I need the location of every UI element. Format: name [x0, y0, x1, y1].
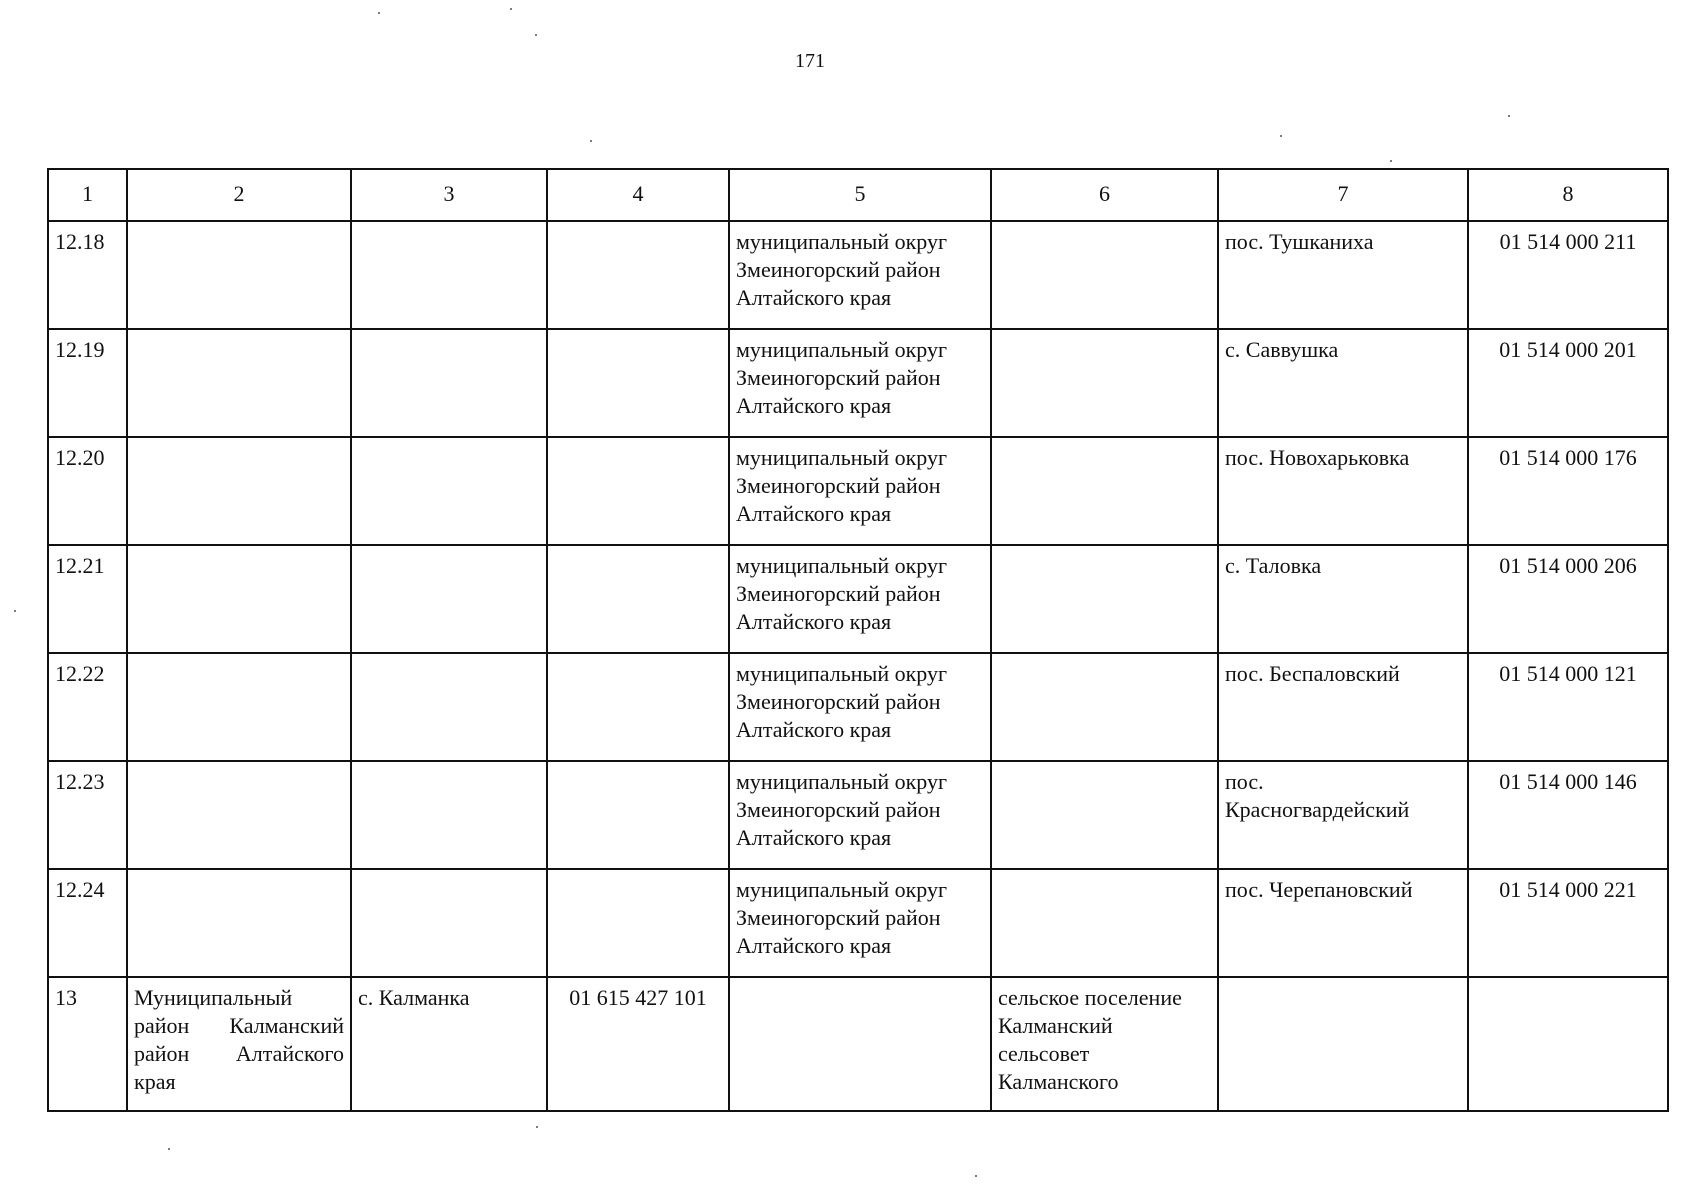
row-number: 12.23 — [48, 761, 127, 869]
row-number: 12.22 — [48, 653, 127, 761]
cell-center — [351, 761, 547, 869]
cell-settlement — [991, 329, 1218, 437]
cell-district: муниципальный округ Змеиногорский район Алтайского края — [729, 761, 991, 869]
cell-district: муниципальный округ Змеиногорский район Алтайского края — [729, 437, 991, 545]
cell-code: 01 514 000 121 — [1468, 653, 1668, 761]
cell-locality: пос. Черепановский — [1218, 869, 1468, 977]
scan-speck — [14, 610, 16, 612]
cell-center — [351, 545, 547, 653]
cell-oktmo — [547, 437, 729, 545]
scan-speck — [1390, 160, 1392, 162]
cell-oktmo — [547, 329, 729, 437]
cell-locality: с. Саввушка — [1218, 329, 1468, 437]
table-row — [48, 545, 1668, 653]
table-row — [48, 869, 1668, 977]
table-row — [48, 977, 1668, 1111]
row-number: 12.19 — [48, 329, 127, 437]
registry-table — [47, 168, 1669, 1112]
cell-center — [351, 653, 547, 761]
page-number: 171 — [795, 50, 825, 72]
cell-municipality: Муниципальный район Калманский район Алтайского края — [127, 977, 351, 1111]
column-header: 1 — [48, 169, 127, 221]
cell-locality: пос. Красногвардейский — [1218, 761, 1468, 869]
cell-oktmo — [547, 221, 729, 329]
column-header: 8 — [1468, 169, 1668, 221]
cell-settlement: сельское поселение Калманский сельсовет Калманского — [991, 977, 1218, 1111]
scan-speck — [378, 12, 380, 14]
cell-code: 01 514 000 176 — [1468, 437, 1668, 545]
cell-district: муниципальный округ Змеиногорский район Алтайского края — [729, 221, 991, 329]
cell-locality: пос. Новохарьковка — [1218, 437, 1468, 545]
cell-code: 01 514 000 206 — [1468, 545, 1668, 653]
cell-code: 01 514 000 201 — [1468, 329, 1668, 437]
cell-settlement — [991, 437, 1218, 545]
cell-oktmo — [547, 869, 729, 977]
scan-speck — [590, 140, 592, 142]
cell-locality: с. Таловка — [1218, 545, 1468, 653]
cell-district — [729, 977, 991, 1111]
cell-center — [351, 869, 547, 977]
table-row — [48, 437, 1668, 545]
row-number: 13 — [48, 977, 127, 1111]
cell-municipality — [127, 761, 351, 869]
scan-speck — [536, 1126, 538, 1128]
column-header: 4 — [547, 169, 729, 221]
cell-municipality — [127, 329, 351, 437]
cell-settlement — [991, 221, 1218, 329]
cell-code: 01 514 000 211 — [1468, 221, 1668, 329]
column-header: 5 — [729, 169, 991, 221]
cell-municipality — [127, 545, 351, 653]
cell-oktmo — [547, 653, 729, 761]
scan-speck — [1280, 135, 1282, 137]
cell-district: муниципальный округ Змеиногорский район Алтайского края — [729, 653, 991, 761]
cell-code — [1468, 977, 1668, 1111]
table-row — [48, 653, 1668, 761]
table-row — [48, 221, 1668, 329]
cell-oktmo — [547, 761, 729, 869]
cell-locality — [1218, 977, 1468, 1111]
table-row — [48, 761, 1668, 869]
cell-code: 01 514 000 146 — [1468, 761, 1668, 869]
cell-center — [351, 437, 547, 545]
row-number: 12.18 — [48, 221, 127, 329]
cell-center — [351, 221, 547, 329]
cell-settlement — [991, 761, 1218, 869]
cell-settlement — [991, 545, 1218, 653]
column-header: 2 — [127, 169, 351, 221]
cell-settlement — [991, 869, 1218, 977]
cell-municipality — [127, 869, 351, 977]
cell-district: муниципальный округ Змеиногорский район Алтайского края — [729, 869, 991, 977]
column-header: 6 — [991, 169, 1218, 221]
cell-oktmo: 01 615 427 101 — [547, 977, 729, 1111]
cell-oktmo — [547, 545, 729, 653]
scan-speck — [975, 1175, 977, 1177]
cell-center: с. Калманка — [351, 977, 547, 1111]
scan-speck — [168, 1148, 170, 1150]
column-header: 7 — [1218, 169, 1468, 221]
cell-municipality — [127, 221, 351, 329]
cell-settlement — [991, 653, 1218, 761]
cell-center — [351, 329, 547, 437]
table-row — [48, 329, 1668, 437]
cell-municipality — [127, 437, 351, 545]
cell-locality: пос. Беспаловский — [1218, 653, 1468, 761]
cell-municipality — [127, 653, 351, 761]
cell-code: 01 514 000 221 — [1468, 869, 1668, 977]
cell-district: муниципальный округ Змеиногорский район Алтайского края — [729, 545, 991, 653]
scan-speck — [535, 34, 537, 36]
row-number: 12.24 — [48, 869, 127, 977]
cell-locality: пос. Тушканиха — [1218, 221, 1468, 329]
cell-district: муниципальный округ Змеиногорский район Алтайского края — [729, 329, 991, 437]
row-number: 12.21 — [48, 545, 127, 653]
scan-speck — [510, 8, 512, 10]
row-number: 12.20 — [48, 437, 127, 545]
scan-speck — [1508, 115, 1510, 117]
column-header: 3 — [351, 169, 547, 221]
header-row — [48, 169, 1668, 221]
